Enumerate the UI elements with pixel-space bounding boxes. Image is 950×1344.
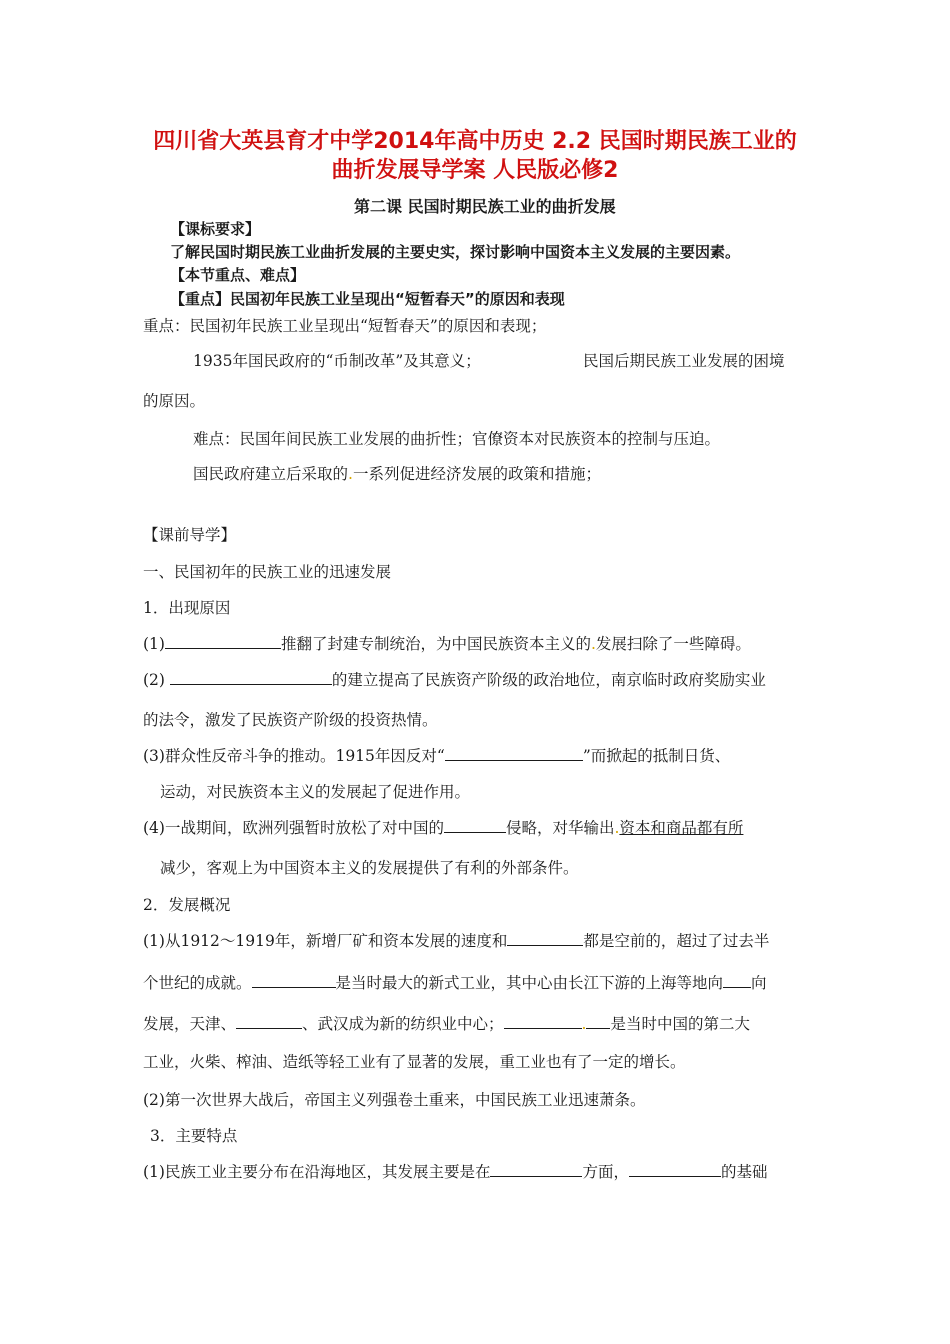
item-2-cont: 的法令，激发了民族资产阶级的投资热情。 (143, 711, 438, 729)
q1-part-b: 都是空前的，超过了过去半 (583, 932, 770, 950)
q1-part-a: (1)从1912～1919年，新增厂矿和资本发展的速度和 (143, 932, 508, 950)
q1-line (143, 929, 769, 951)
q3-line (143, 1012, 750, 1034)
zhongdian-line2b: 民国后期民族工业发展的困境 (583, 352, 785, 370)
q5-line: (2)第一次世界大战后，帝国主义列强卷土重来，中国民族工业迅速萧条。 (143, 1091, 646, 1109)
marker-dot: . (581, 1015, 587, 1033)
q2-part-b: 是当时最大的新式工业，其中心由长江下游的上海等地向 (335, 974, 724, 992)
section-1-heading: 一、民国初年的民族工业的迅速发展 (143, 563, 392, 581)
r1-part-c: 的基础 (720, 1163, 768, 1181)
zhongdian-line1: 重点：民国初年民族工业呈现出“短暂春天”的原因和表现； (143, 317, 547, 335)
item-2-text: 的建立提高了民族资产阶级的政治地位，南京临时政府奖励实业 (331, 671, 766, 689)
item-3-line (143, 744, 730, 766)
marker-dot: . (614, 819, 620, 837)
kebiao-text: 了解民国时期民族工业曲折发展的主要史实，探讨影响中国资本主义发展的主要因素。 (170, 243, 741, 261)
fill-blank[interactable] (629, 1160, 721, 1177)
fill-blank[interactable] (723, 971, 751, 988)
fill-blank[interactable] (445, 744, 583, 761)
daoxue-header: 【课前导学】 (143, 526, 237, 544)
item-4-cont: 减少，客观上为中国资本主义的发展提供了有利的外部条件。 (160, 859, 579, 877)
zhongdian-header: 【本节重点、难点】 (170, 266, 306, 284)
r1-part-a: (1)民族工业主要分布在沿海地区，其发展主要是在 (143, 1163, 491, 1181)
q3-part-a: 发展，天津、 (143, 1015, 237, 1033)
fill-blank[interactable] (252, 971, 336, 988)
item-3-cont: 运动，对民族资本主义的发展起了促进作用。 (160, 783, 471, 801)
nandian-line: 难点：民国年间民族工业发展的曲折性；官僚资本对民族资本的控制与压迫。 (193, 430, 721, 448)
marker-dot: . (590, 635, 596, 653)
q4-line: 工业，火柴、榨油、造纸等轻工业有了显著的发展，重工业也有了一定的增长。 (143, 1053, 686, 1071)
sub-heading-1: 1．出现原因 (143, 599, 231, 617)
r1-line (143, 1160, 768, 1182)
kebiao-header: 【课标要求】 (170, 220, 261, 238)
sub-heading-3: 3．主要特点 (150, 1127, 238, 1145)
q3-part-b: 、武汉成为新的纺织业中心； (302, 1015, 504, 1033)
fill-blank[interactable] (444, 816, 506, 833)
fill-blank[interactable] (490, 1160, 582, 1177)
item-4-line (143, 816, 743, 838)
clipped-line-text: 【重点】民国初年民族工业呈现出“短暂春天”的原因和表现 (170, 290, 565, 308)
q2-line (143, 971, 767, 993)
document-title-line2: 曲折发展导学案 人民版必修2 (331, 158, 619, 183)
item-1-end: 发展扫除了一些障碍。 (595, 635, 751, 653)
q2-part-a: 个世纪的成就。 (143, 974, 252, 992)
item-4-text: (4)一战期间，欧洲列强暂时放松了对中国的 (143, 819, 444, 837)
fill-blank[interactable] (170, 668, 332, 685)
item-2-line (143, 668, 766, 690)
zhongdian-line3: 的原因。 (143, 392, 206, 410)
fill-blank[interactable] (236, 1012, 302, 1029)
line5-part2: 一系列促进经济发展的政策和措施； (352, 465, 601, 483)
document-title-line1: 四川省大英县育才中学2014年高中历史 2.2 民国时期民族工业的 (153, 129, 797, 154)
q3-part-c: 是当时中国的第二大 (610, 1015, 750, 1033)
fill-blank[interactable] (504, 1012, 582, 1029)
item-4-mid: 侵略，对华输出 (505, 819, 615, 837)
fill-blank[interactable] (586, 1012, 610, 1029)
r1-part-b: 方面， (582, 1163, 629, 1181)
item-3-text: (3)群众性反帝斗争的推动。1915年因反对“ (143, 747, 445, 765)
marker-dot: . (348, 465, 353, 483)
item-2-prefix: (2) (143, 671, 170, 689)
item-1-text: 推翻了封建专制统治，为中国民族资本主义的 (280, 635, 591, 653)
line5-part1: 国民政府建立后采取的 (193, 465, 349, 483)
clipped-line (170, 284, 790, 308)
fill-blank[interactable] (507, 929, 583, 946)
item-4-end: 资本和商品都有所 (619, 819, 744, 837)
sub-heading-2: 2．发展概况 (143, 896, 231, 914)
lesson-title: 第二课 民国时期民族工业的曲折发展 (354, 197, 616, 216)
q2-part-c: 向 (751, 974, 767, 992)
item-1-line (143, 632, 751, 654)
zhongdian-line2a: 1935年国民政府的“币制改革”及其意义； (193, 352, 481, 370)
fill-blank[interactable] (165, 632, 281, 649)
zhongdian-line5 (193, 462, 601, 484)
item-3-mid: ”而掀起的抵制日货、 (582, 747, 731, 765)
item-1-prefix: (1) (143, 635, 165, 653)
